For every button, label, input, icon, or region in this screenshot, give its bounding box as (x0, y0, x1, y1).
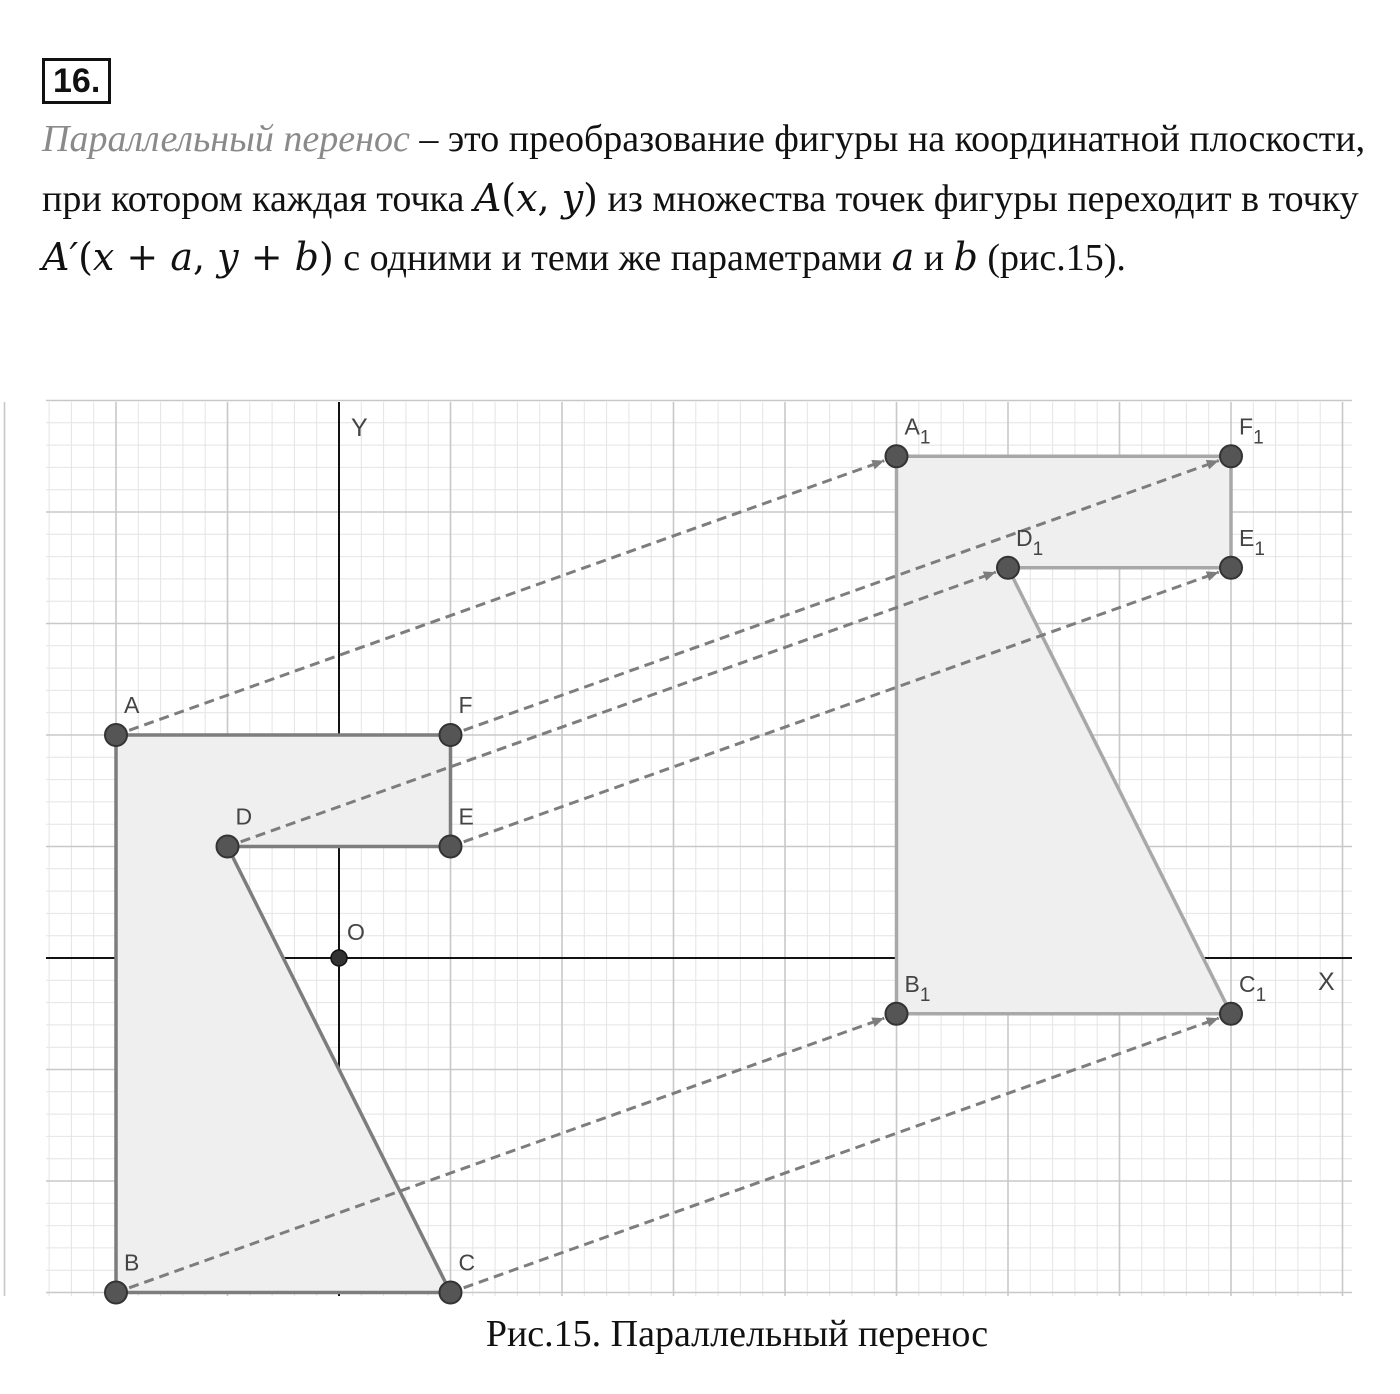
vertex-label-d: D (235, 803, 253, 830)
close-paren-2: ) (318, 235, 334, 279)
vertex-label-a: A (124, 692, 140, 718)
translation-figure (0, 396, 1400, 1310)
vertex-e1 (1220, 557, 1242, 579)
vertex-label-f1: $F_1$ (1239, 413, 1264, 449)
definition-text-2: из множества точек фигуры переходит в точку (598, 177, 1359, 220)
original-polygon (116, 735, 451, 1293)
close-paren-1: ) (583, 175, 598, 220)
image-coord-y: y (217, 235, 239, 279)
origin-point (331, 950, 347, 966)
definition-paragraph (42, 110, 1372, 288)
definition-text-3: с одними и теми же параметрами (333, 237, 892, 279)
x-axis-label: X (1318, 968, 1335, 996)
vertex-label-d1: $D_1$ (1016, 524, 1044, 560)
vertex-label-c1: $C_1$ (1239, 970, 1267, 1006)
vertex-e (440, 836, 462, 858)
comma-2: , (193, 235, 218, 279)
vertex-label-a1: $A_1$ (904, 413, 931, 449)
vertex-b (105, 1282, 127, 1304)
translation-arrow-f (464, 461, 1219, 731)
vertex-f1 (1220, 445, 1242, 467)
coord-y: y (561, 175, 584, 220)
plus-a: + a (114, 235, 193, 279)
translation-arrow-d (241, 572, 996, 842)
param-a: a (891, 235, 915, 279)
vertex-label-f: F (458, 692, 473, 718)
vertex-label-e1: $E_1$ (1239, 524, 1265, 560)
vertex-c (440, 1282, 462, 1304)
vertex-label-e: E (458, 803, 474, 830)
vertex-label-b1: $B_1$ (904, 970, 931, 1006)
vertex-label-b: B (124, 1249, 140, 1276)
image-point-name: A′ (42, 235, 79, 279)
translation-arrow-c (464, 1018, 1219, 1288)
definition-text-4: (рис.15). (977, 237, 1126, 279)
problem-number: 16. (42, 58, 111, 104)
vertex-f (440, 724, 462, 746)
definition-text-1: – это преобразование фигуры на координатной плоскости, при котором каждая точка (42, 118, 1366, 220)
vertex-d (217, 836, 239, 858)
image-coord-x: x (92, 235, 115, 279)
comma-1: , (537, 175, 562, 220)
vertex-a1 (886, 445, 908, 467)
param-b: b (953, 235, 978, 279)
origin-label: O (347, 919, 365, 945)
figure-caption: Рис.15. Параллельный перенос (485, 1313, 989, 1355)
vertex-d1 (997, 557, 1019, 579)
translation-arrow-a (129, 461, 884, 731)
open-paren-1: ( (501, 175, 517, 220)
open-paren-2: ( (78, 235, 93, 279)
vertex-c1 (1220, 1003, 1242, 1025)
definition-term: Параллельный перенос (42, 118, 410, 160)
y-axis-label: Y (351, 414, 368, 442)
plus-b: + b (238, 235, 319, 279)
vertex-b1 (886, 1003, 908, 1025)
vertex-label-c: C (458, 1249, 476, 1276)
point-name: A (473, 175, 502, 220)
coord-x: x (516, 175, 538, 220)
definition-and: и (914, 237, 954, 279)
vertex-a (105, 724, 127, 746)
